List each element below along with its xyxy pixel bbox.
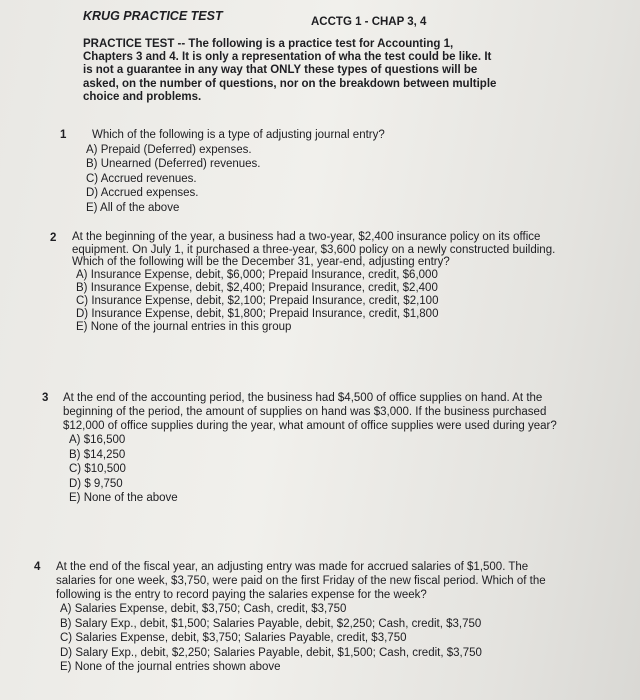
option-b: B) $14,250 (69, 448, 126, 461)
option-c: C) $10,500 (69, 463, 126, 475)
option-d: D) $ 9,750 (69, 477, 123, 490)
question-number: 1 (60, 129, 67, 141)
option-d: D) Accrued expenses. (86, 187, 199, 199)
question-number: 4 (34, 561, 41, 573)
question-number: 3 (42, 392, 49, 404)
option-c: C) Accrued revenues. (86, 172, 197, 185)
option-c: C) Insurance Expense, debit, $2,100; Prepaid Insurance, credit, $2,100 (76, 294, 439, 307)
option-d: D) Insurance Expense, debit, $1,800; Prepaid Insurance, credit, $1,800 (76, 307, 439, 320)
question-number: 2 (50, 232, 57, 244)
option-e: E) None of the journal entries in this group (76, 320, 292, 333)
option-b: B) Salary Exp., debit, $1,500; Salaries Payable, debit, $2,250; Cash, credit, $3,750 (60, 617, 482, 630)
option-c: C) Salaries Expense, debit, $3,750; Salaries Payable, credit, $3,750 (60, 632, 407, 644)
intro-paragraph: PRACTICE TEST -- The following is a practice test for Accounting 1, Chapters 3 and 4. It is only a representation of wha the test could be like. It is not a guarantee in any way that ONLY these types of questions will be asked, on the number of questions, nor on the breakdown between multiple choice and problems. (83, 38, 497, 103)
question-text: At the end of the accounting period, the business had $4,500 of office supplies on hand. At the beginning of the period, the amount of supplies on hand was $3,000. If the business purchased $12,000 of office supplies during the year, what amount of office supplies were used during year? (63, 392, 557, 432)
question-1 (60, 128, 523, 215)
chapter-label: ACCTG 1 - CHAP 3, 4 (311, 16, 427, 28)
option-e: E) None of the journal entries shown above (60, 661, 281, 673)
option-e: E) None of the above (69, 492, 178, 504)
course-title: KRUG PRACTICE TEST (83, 9, 223, 23)
option-b: B) Insurance Expense, debit, $2,400; Prepaid Insurance, credit, $2,400 (76, 281, 438, 294)
option-d: D) Salary Exp., debit, $2,250; Salaries Payable, debit, $1,500; Cash, credit, $3,750 (60, 646, 482, 659)
option-a: A) Salaries Expense, debit, $3,750; Cash, credit, $3,750 (60, 603, 347, 615)
question-3 (42, 391, 575, 506)
option-a: A) $16,500 (69, 434, 126, 446)
option-b: B) Unearned (Deferred) revenues. (86, 158, 261, 170)
option-a: A) Insurance Expense, debit, $6,000; Prepaid Insurance, credit, $6,000 (76, 268, 438, 281)
question-2 (50, 231, 572, 334)
question-text: Which of the following is a type of adjusting journal entry? (92, 129, 385, 141)
question-text: At the beginning of the year, a business had a two-year, $2,400 insurance policy on its office equipment. On July 1, it purchased a three-year, $3,600 policy on a newly constructed building. Which of the following will be the December 31, year-end, adjusting entry? (72, 231, 556, 268)
option-e: E) All of the above (86, 201, 180, 214)
question-text: At the end of the fiscal year, an adjusting entry was made for accrued salaries of $1,500. The salaries for one week, $3,750, were paid on the first Friday of the new fiscal period. Which of the following is the entry to record paying the salaries expense for the week? (56, 561, 546, 601)
option-a: A) Prepaid (Deferred) expenses. (86, 143, 252, 156)
question-4 (34, 560, 556, 675)
